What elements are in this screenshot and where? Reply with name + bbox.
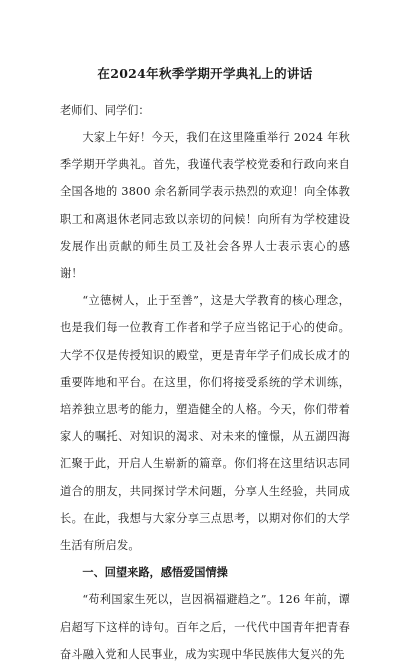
body-paragraph-welcome: 大家上午好！今天，我们在这里隆重举行 2024 年秋季学期开学典礼。首先，我谨代表学校党委和行政向来自全国各地的 3800 余名新同学表示热烈的欢迎！向全体教职工和离退休老同志致以亲切的问候！向所有为学校建设发展作出贡献的师生员工及社会各界人士表示衷心的感谢！	[60, 131, 350, 281]
salutation: 老师们、同学们：	[60, 104, 150, 117]
section-paragraph: “苟利国家生死以，岂因祸福避趋之”。126 年前，谭启超写下这样的诗句。百年之后，一代代中国青年把青春奋斗融入党和人民事业，成为实现中华民族伟大复兴的先	[60, 593, 350, 661]
body-paragraph-mission: “立德树人，止于至善”，这是大学教育的核心理念，也是我们每一位教育工作者和学子应当铭记于心的使命。大学不仅是传授知识的殿堂，更是青年学子们成长成才的重要阵地和平台。在这里，你们将接受系统的学术训练，培养独立思考的能力，塑造健全的人格。今天，你们带着家人的嘱托、对知识的渴求、对未来的憧憬，从五湖四海汇聚于此，开启人生崭新的篇章。你们将在这里结识志同道合的朋友，共同探讨学术问题，分享人生经验，共同成长。在此，我想与大家分享三点思考，以期对你们的大学生活有所启发。	[60, 294, 350, 553]
document-title: 在2024年秋季学期开学典礼上的讲话	[97, 66, 313, 81]
section-heading: 一、回望来路，感悟爱国情操	[82, 565, 228, 580]
